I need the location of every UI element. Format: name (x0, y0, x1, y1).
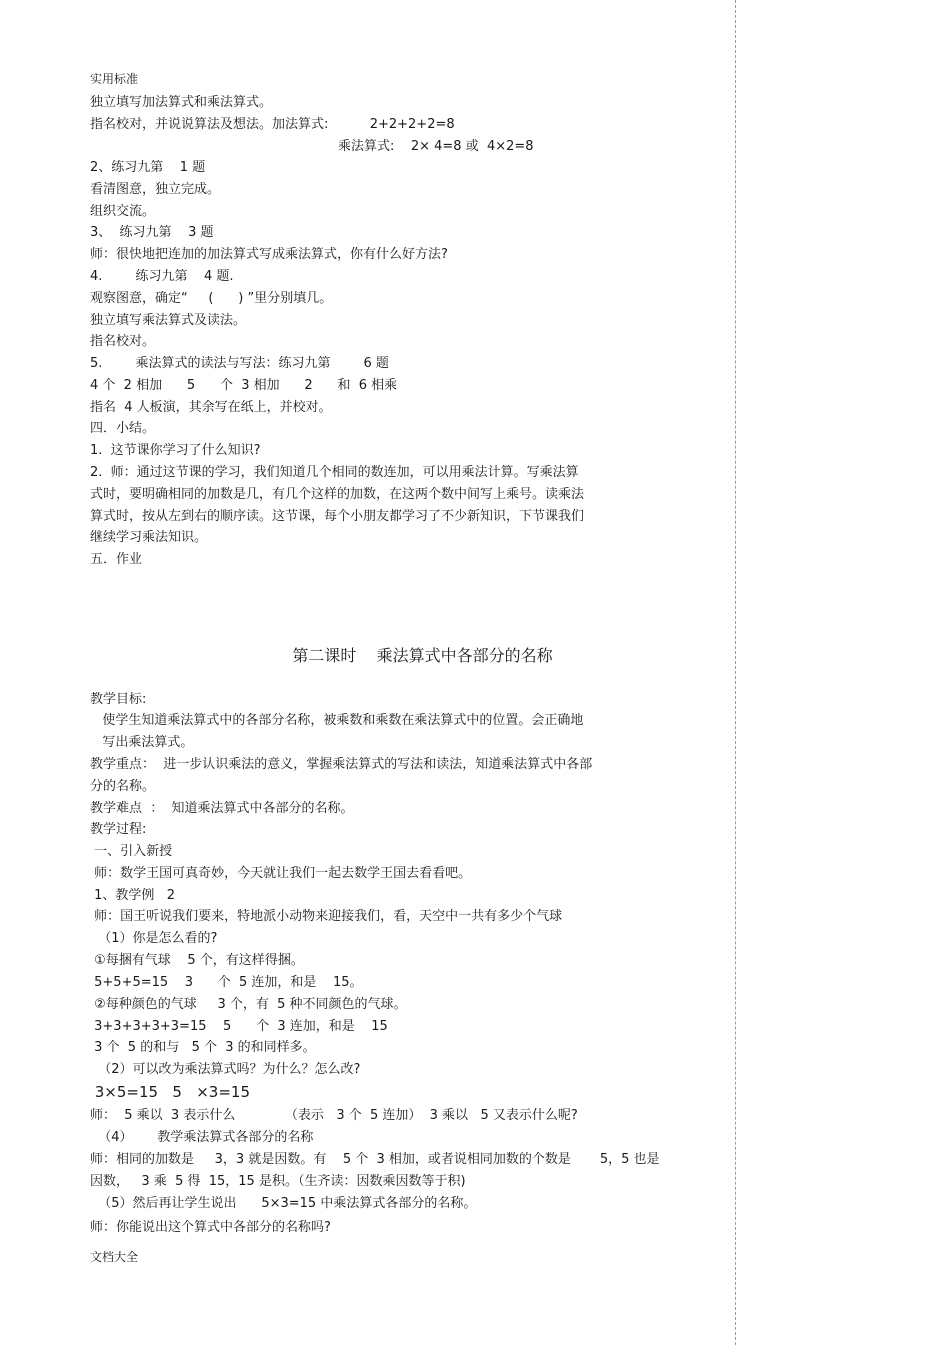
text-line: 式时，要明确相同的加数是几，有几个这样的加数，在这两个数中间写上乘号。读乘法 (90, 487, 585, 502)
text-line: 乘法算式: 2× 4=8 或 4×2=8 (90, 139, 534, 154)
text-line: 3 个 5 的和与 5 个 3 的和同样多。 (90, 1040, 316, 1055)
text-line: 指名校对。 (90, 334, 156, 349)
text-line: 5. 乘法算式的读法与写法：练习九第 6 题 (90, 356, 389, 371)
text-line: 写出乘法算式。 (90, 735, 194, 750)
text-line: ①每捆有气球 5 个，有这样得捆。 (90, 953, 304, 968)
text-line: 独立填写乘法算式及读法。 (90, 313, 247, 328)
text-line: （4） 教学乘法算式各部分的名称 (90, 1130, 314, 1145)
text-line: 3+3+3+3+3=15 5 个 3 连加，和是 15 (90, 1019, 388, 1034)
text-line: 五．作业 (90, 552, 143, 567)
text-line: 教学过程: (90, 822, 147, 837)
text-line: 分的名称。 (90, 779, 156, 794)
text-line: 1. 这节课你学习了什么知识? (90, 443, 261, 458)
text-line: 2、练习九第 1 题 (90, 160, 206, 175)
text-line: 使学生知道乘法算式中的各部分名称，被乘数和乘数在乘法算式中的位置。会正确地 (90, 713, 584, 728)
page-header: 实用标准 (90, 72, 139, 86)
text-line: 师：国王听说我们要来，特地派小动物来迎接我们，看，天空中一共有多少个气球 (90, 909, 563, 924)
text-line: 师： 5 乘以 3 表示什么 （表示 3 个 5 连加） 3 乘以 5 又表示什么呢? (90, 1108, 578, 1123)
text-line: 指名校对，并说说算法及想法。加法算式: 2+2+2+2=8 (90, 117, 455, 132)
text-line: 师：很快地把连加的加法算式写成乘法算式，你有什么好方法? (90, 247, 448, 262)
text-line: 1、教学例 2 (90, 888, 176, 903)
text-line: ②每种颜色的气球 3 个，有 5 种不同颜色的气球。 (90, 997, 407, 1012)
text-line: 指名 4 人板演，其余写在纸上，并校对。 (90, 400, 332, 415)
page-fold-line (735, 0, 736, 1345)
text-line: 组织交流。 (90, 204, 156, 219)
text-line: 教学难点 ： 知道乘法算式中各部分的名称。 (90, 801, 354, 816)
text-line: 一、引入新授 (90, 844, 173, 859)
text-line: 四．小结。 (90, 421, 156, 436)
text-line: （2）可以改为乘法算式吗？为什么？怎么改? (90, 1062, 361, 1077)
text-line: 4. 练习九第 4 题. (90, 269, 234, 284)
text-line: 2. 师：通过这节课的学习，我们知道几个相同的数连加，可以用乘法计算。写乘法算 (90, 465, 579, 480)
text-line: 独立填写加法算式和乘法算式。 (90, 95, 273, 110)
text-line: 看清图意，独立完成。 (90, 182, 221, 197)
text-line: 继续学习乘法知识。 (90, 530, 208, 545)
text-line: 5+5+5=15 3 个 5 连加，和是 15。 (90, 975, 363, 990)
text-line: 教学重点： 进一步认识乘法的意义，掌握乘法算式的写法和读法，知道乘法算式中各部 (90, 757, 593, 772)
text-line: （1）你是怎么看的? (90, 931, 218, 946)
text-line: 观察图意，确定“ ( ) ”里分别填几。 (90, 291, 333, 306)
text-line: 3、 练习九第 3 题 (90, 225, 214, 240)
text-line: （5）然后再让学生说出 5×3=15 中乘法算式各部分的名称。 (90, 1196, 477, 1211)
text-line: 师：相同的加数是 3，3 就是因数。有 5 个 3 相加，或者说相同加数的个数是 5，5 也是 (90, 1152, 660, 1167)
text-line: 因数， 3 乘 5 得 15，15 是积。（生齐读：因数乘因数等于积) (90, 1174, 466, 1189)
page-footer: 文档大全 (90, 1250, 139, 1264)
text-line: 4 个 2 相加 5 个 3 相加 2 和 6 相乘 (90, 378, 398, 393)
text-line: 3×5=15 5 ×3=15 (90, 1083, 250, 1101)
text-line: 教学目标: (90, 692, 147, 707)
text-line: 师：你能说出这个算式中各部分的名称吗? (90, 1220, 331, 1235)
section-title: 第二课时 乘法算式中各部分的名称 (292, 646, 553, 665)
text-line: 算式时，按从左到右的顺序读。这节课，每个小朋友都学习了不少新知识，下节课我们 (90, 509, 585, 524)
text-line: 师：数学王国可真奇妙，今天就让我们一起去数学王国去看看吧。 (90, 866, 472, 881)
